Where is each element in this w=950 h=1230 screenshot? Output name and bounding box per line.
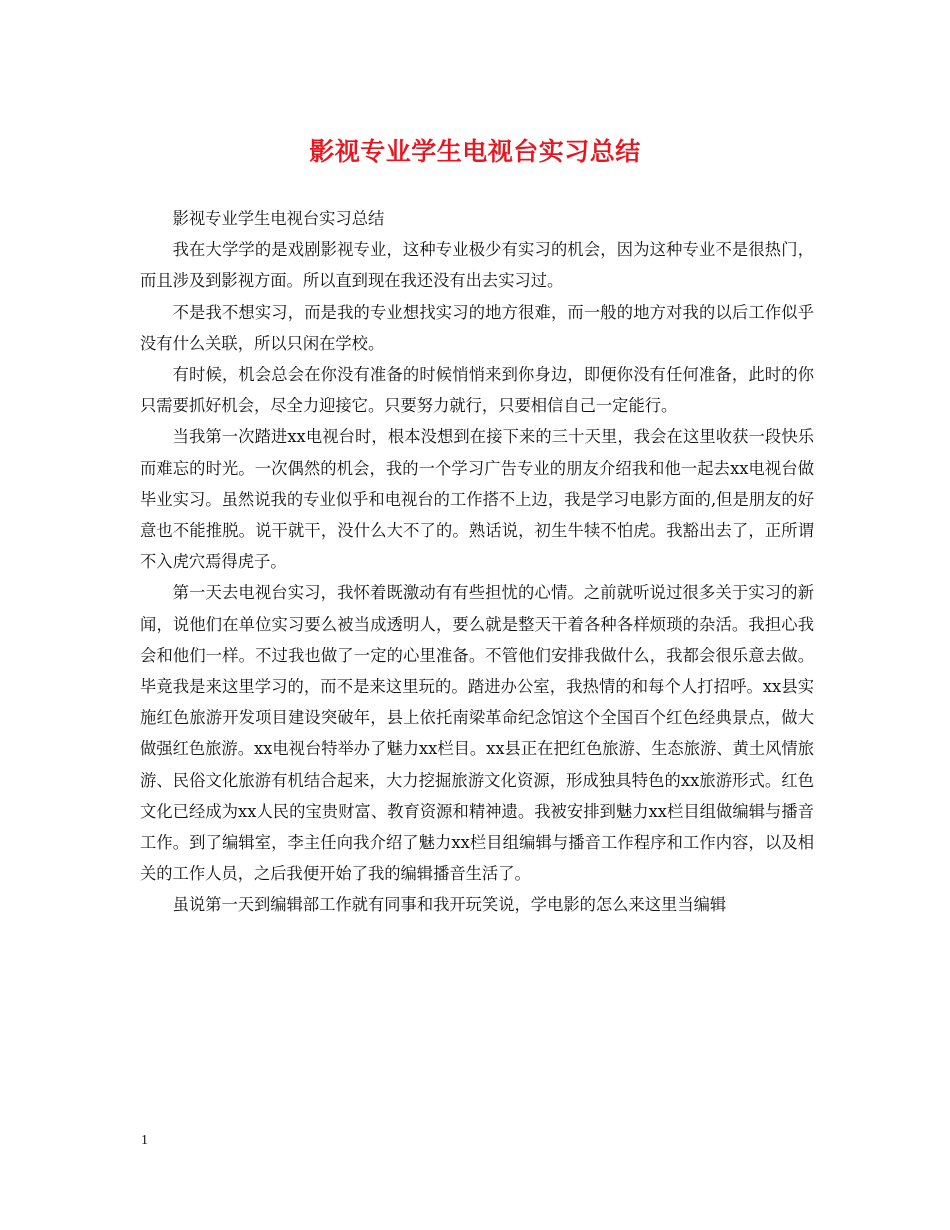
paragraph: 虽说第一天到编辑部工作就有同事和我开玩笑说，学电影的怎么来这里当编辑 (172, 895, 727, 915)
paragraph: 第一天去电视台实习，我怀着既激动有有些担忧的心情。之前就听说过很多关于实习的新闻，说他们在单位实习要么被当成透明人，要么就是整天干着各种各样烦琐的杂活。我担心我会和他们一样。不过我也做了一定的心里准备。不管他们安排我做什么，我都会很乐意去做。毕竟我是来这里学习的，而不是来这里玩的。踏进办公室，我热情的和每个人打招呼。xx县实施红色旅游开发项目建设突破年，县上依托南梁革命纪念馆这个全国百个红色经典景点，做大做强红色旅游。xx电视台特举办了魅力xx栏目。xx县正在把红色旅游、生态旅游、黄土风情旅游、民俗文化旅游有机结合起来，大力挖掘旅游文化资源，形成独具特色的xx旅游形式。红色文化已经成为xx人民的宝贵财富、教育资源和精神遗。我被安排到魅力xx栏目组做编辑与播音工作。到了编辑室，李主任向我介绍了魅力xx栏目组编辑与播音工作程序和工作内容，以及相关的工作人员，之后我便开始了我的编辑播音生活了。 (140, 583, 814, 884)
paragraph: 有时候，机会总会在你没有准备的时候悄悄来到你身边，即便你没有任何准备，此时的你只需要抓好机会，尽全力迎接它。只要努力就行，只要相信自己一定能行。 (140, 365, 814, 416)
page-number: 1 (141, 1133, 148, 1148)
paragraph: 不是我不想实习，而是我的专业想找实习的地方很难，而一般的地方对我的以后工作似乎没有什么关联，所以只闲在学校。 (140, 302, 814, 353)
document-body (140, 203, 814, 921)
paragraph: 影视专业学生电视台实习总结 (172, 209, 385, 228)
paragraph: 我在大学学的是戏剧影视专业，这种专业极少有实习的机会，因为这种专业不是很热门，而且涉及到影视方面。所以直到现在我还没有出去实习过。 (140, 240, 814, 291)
document-title: 影视专业学生电视台实习总结 (309, 137, 641, 166)
paragraph: 当我第一次踏进xx电视台时，根本没想到在接下来的三十天里，我会在这里收获一段快乐而难忘的时光。一次偶然的机会，我的一个学习广告专业的朋友介绍我和他一起去xx电视台做毕业实习。虽然说我的专业似乎和电视台的工作搭不上边，我是学习电影方面的,但是朋友的好意也不能推脱。说干就干，没什么大不了的。熟话说，初生牛犊不怕虎。我豁出去了，正所谓不入虎穴焉得虎子。 (140, 427, 814, 572)
